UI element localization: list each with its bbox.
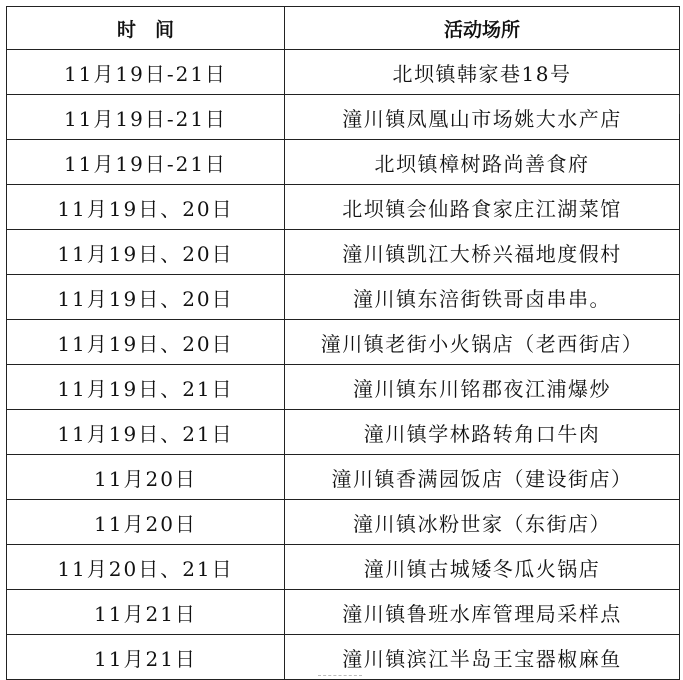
table-row [7,50,680,95]
place-cell: 潼川镇古城矮冬瓜火锅店 [285,545,680,590]
time-cell: 11月19日-21日 [7,140,285,185]
time-cell: 11月19日、20日 [7,275,285,320]
table-row [7,320,680,365]
place-cell: 潼川镇东涪街铁哥卤串串。 [285,275,680,320]
table-row [7,545,680,590]
table-row [7,410,680,455]
place-cell: 北坝镇会仙路食家庄江湖菜馆 [285,185,680,230]
table-body [7,50,680,680]
table-row [7,95,680,140]
table-row [7,590,680,635]
place-cell: 北坝镇韩家巷18号 [285,50,680,95]
table-row [7,455,680,500]
time-cell: 11月20日、21日 [7,545,285,590]
place-cell: 潼川镇香满园饭店（建设街店） [285,455,680,500]
time-cell: 11月19日、20日 [7,320,285,365]
activity-schedule-table [6,6,680,680]
place-cell: 潼川镇学林路转角口牛肉 [285,410,680,455]
place-cell: 潼川镇滨江半岛王宝器椒麻鱼 [285,635,680,680]
table-row [7,140,680,185]
time-cell: 11月19日、20日 [7,230,285,275]
table-row [7,230,680,275]
time-cell: 11月21日 [7,590,285,635]
time-cell: 11月19日-21日 [7,50,285,95]
place-cell: 潼川镇冰粉世家（东街店） [285,500,680,545]
place-cell: 潼川镇东川铭郡夜江浦爆炒 [285,365,680,410]
place-cell: 潼川镇鲁班水库管理局采样点 [285,590,680,635]
table-header-row [7,7,680,50]
table-row [7,635,680,680]
header-place: 活动场所 [285,7,680,50]
place-cell: 潼川镇凯江大桥兴福地度假村 [285,230,680,275]
table-row [7,275,680,320]
time-cell: 11月19日-21日 [7,95,285,140]
time-cell: 11月20日 [7,500,285,545]
table-row [7,365,680,410]
table-row [7,500,680,545]
place-cell: 潼川镇凤凰山市场姚大水产店 [285,95,680,140]
time-cell: 11月19日、20日 [7,185,285,230]
page-fold-mark [318,675,362,676]
place-cell: 北坝镇樟树路尚善食府 [285,140,680,185]
time-cell: 11月19日、21日 [7,410,285,455]
table-row [7,185,680,230]
header-time: 时 间 [7,7,285,50]
time-cell: 11月20日 [7,455,285,500]
time-cell: 11月21日 [7,635,285,680]
edge-mark [679,96,680,114]
place-cell: 潼川镇老街小火锅店（老西街店） [285,320,680,365]
time-cell: 11月19日、21日 [7,365,285,410]
